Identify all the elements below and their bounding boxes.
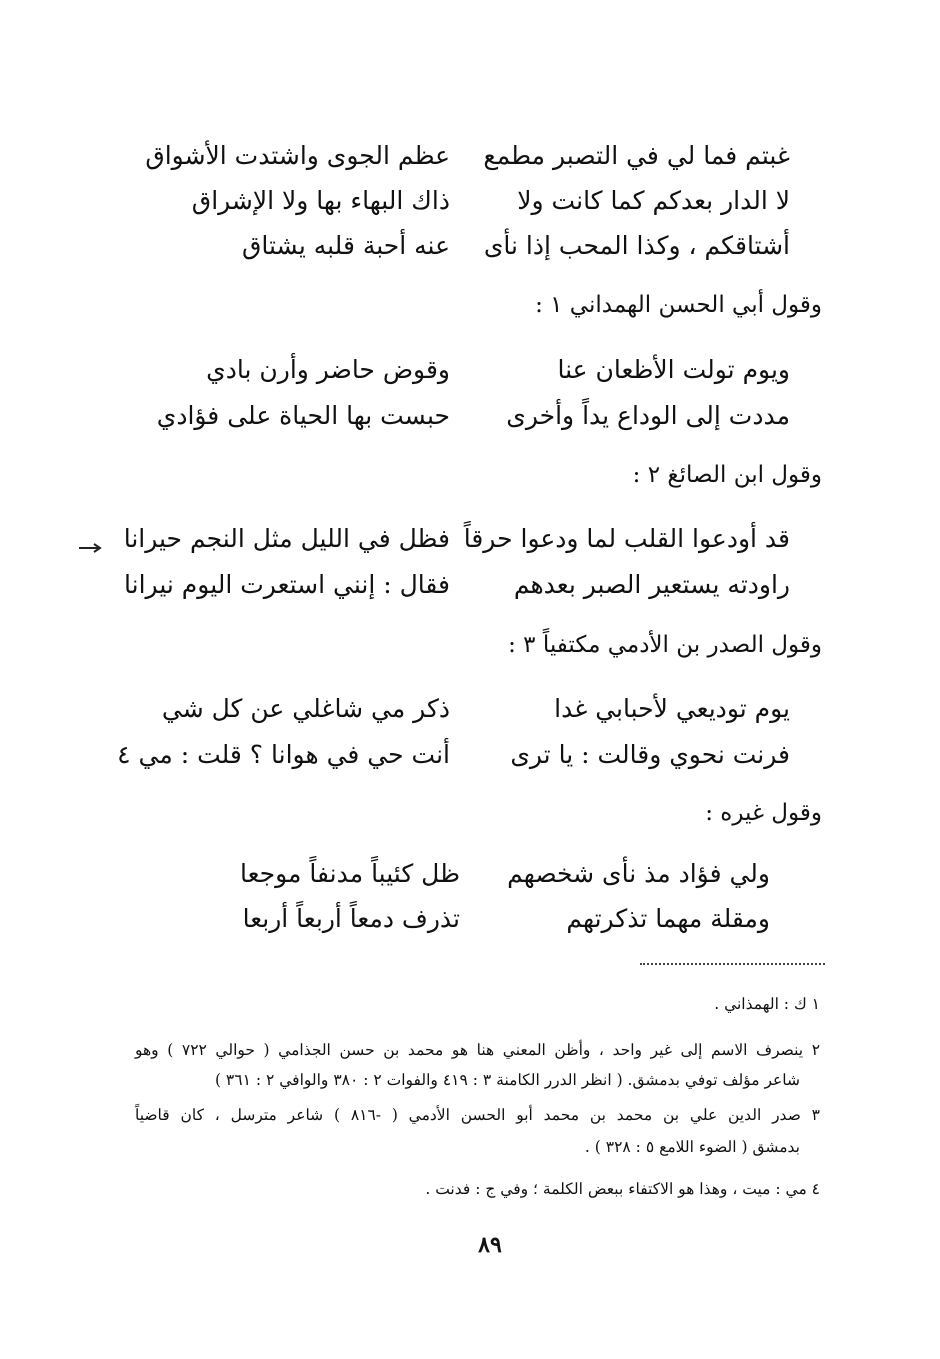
footnote-4: ٤ مي : ميت ، وهذا هو الاكتفاء ببعض الكلمة ؛ وفي ج : فدنت . xyxy=(425,1180,820,1198)
verse-10-first-hemistich: ولي فؤاد مذ نأى شخصهم xyxy=(507,859,770,888)
footnote-2-line-1: ٢ ينصرف الاسم إلى غير واحد ، وأظن المعني هنا هو محمد بن حسن الجذامي ( حوالي ٧٢٢ ) وهو xyxy=(135,1041,821,1059)
verse-5-second-hemistich: حبست بها الحياة على فؤادي xyxy=(156,401,450,430)
footnote-separator xyxy=(640,963,825,965)
verse-3-first-hemistich: أشتاقكم ، وكذا المحب إذا نأى xyxy=(483,231,790,260)
verse-1-first-hemistich: غبتم فما لي في التصبر مطمع xyxy=(483,141,790,170)
section-heading-ibn-alsaigh: وقول ابن الصائغ ٢ : xyxy=(632,462,822,488)
verse-5-first-hemistich: مددت إلى الوداع يداً وأخرى xyxy=(506,401,790,430)
verse-9-second-hemistich: أنت حي في هوانا ؟ قلت : مي ٤ xyxy=(117,740,450,769)
footnote-3-line-1: ٣ صدر الدين علي بن محمد بن محمد أبو الحسن الأدمي ( -٨١٦ ) شاعر مترسل ، كان قاضياً xyxy=(135,1106,820,1124)
verse-3-second-hemistich: عنه أحبة قلبه يشتاق xyxy=(241,231,450,260)
verse-6-first-hemistich: قد أودعوا القلب لما ودعوا حرقاً xyxy=(463,524,790,553)
section-heading-other: وقول غيره : xyxy=(705,800,822,826)
verse-11-first-hemistich: ومقلة مهما تذكرتهم xyxy=(566,904,770,933)
verse-1-second-hemistich: عظم الجوى واشتدت الأشواق xyxy=(145,141,450,170)
footnote-3-line-2: بدمشق ( الضوء اللامع ٥ : ٣٢٨ ) . xyxy=(584,1138,800,1156)
verse-9-first-hemistich: فرنت نحوي وقالت : يا ترى xyxy=(510,740,790,769)
verse-7-second-hemistich: فقال : إنني استعرت اليوم نيرانا xyxy=(124,570,450,599)
margin-mark-icon xyxy=(78,538,104,557)
footnote-2-line-2: شاعر مؤلف توفي بدمشق. ( انظر الدرر الكامنة ٣ : ٤١٩ والفوات ٢ : ٣٨٠ والوافي ٢ : ٣٦١ ) xyxy=(214,1071,800,1089)
verse-8-first-hemistich: يوم توديعي لأحبابي غدا xyxy=(554,694,790,723)
verse-7-first-hemistich: راودته يستعير الصبر بعدهم xyxy=(513,570,790,599)
verse-8-second-hemistich: ذكر مي شاغلي عن كل شي xyxy=(161,694,450,723)
footnote-1: ١ ك : الهمذاني . xyxy=(714,995,820,1013)
page-number: ٨٩ xyxy=(478,1232,502,1258)
section-heading-adami: وقول الصدر بن الأدمي مكتفياً ٣ : xyxy=(508,632,822,658)
verse-10-second-hemistich: ظل كئيباً مدنفاً موجعا xyxy=(240,859,460,888)
verse-4-first-hemistich: ويوم تولت الأظعان عنا xyxy=(557,355,790,384)
section-heading-hamadani: وقول أبي الحسن الهمداني ١ : xyxy=(535,292,822,318)
verse-2-first-hemistich: لا الدار بعدكم كما كانت ولا xyxy=(517,186,790,215)
verse-6-second-hemistich: فظل في الليل مثل النجم حيرانا xyxy=(123,524,450,553)
verse-4-second-hemistich: وقوض حاضر وأرن بادي xyxy=(206,355,450,384)
verse-2-second-hemistich: ذاك البهاء بها ولا الإشراق xyxy=(191,186,450,215)
verse-11-second-hemistich: تذرف دمعاً أربعاً أربعا xyxy=(242,904,460,933)
